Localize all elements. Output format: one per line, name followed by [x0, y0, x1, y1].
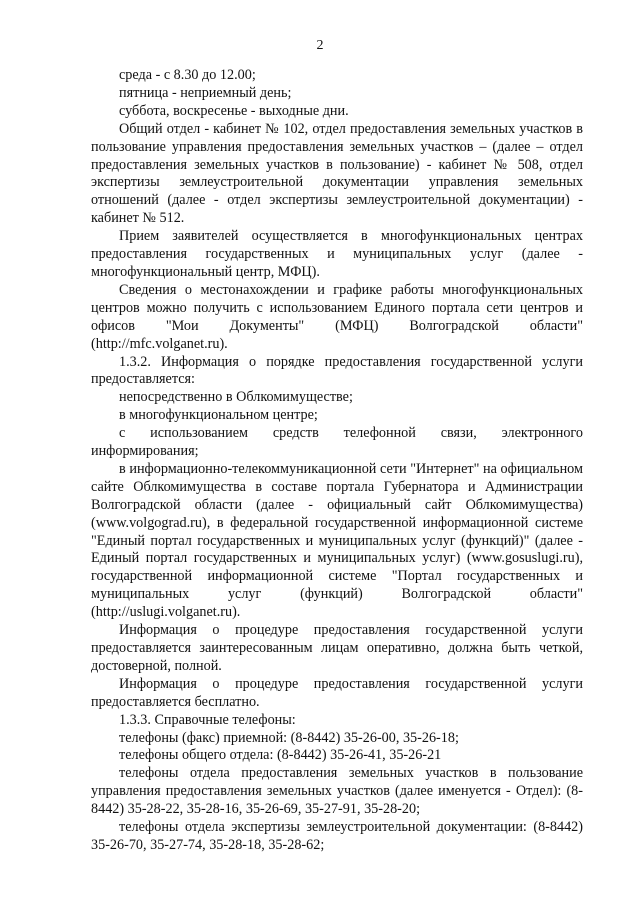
paragraph-phone-reception: телефоны (факс) приемной: (8-8442) 35-26-00, 35-26-18;	[119, 729, 459, 746]
paragraph-phone-electronic: с использованием средств телефонной связи, электронного информирования;	[91, 425, 583, 460]
paragraph-phone-expertise-department: телефоны отдела экспертизы землеустроительной документации: (8-8442) 35-26-70, 35-27-74, 35-28-18, 35-28-62;	[91, 819, 583, 853]
paragraph-offices: Общий отдел - кабинет № 102, отдел предоставления земельных участков в пользование управления предоставления земельных участков – (далее – отдел предоставления земельных участков в пользование) - кабинет № 508, отдел экспертизы землеустроительной документации управления земельных отношений (далее - отдел экспертизы землеустроительной документации) - кабинет № 512.	[91, 120, 583, 227]
paragraph-wednesday-hours: среда - с 8.30 до 12.00;	[119, 67, 256, 83]
page-number: 2	[316, 38, 324, 53]
paragraph-mfc: в многофункциональном центре;	[119, 407, 318, 424]
document-body	[91, 67, 583, 855]
paragraph-internet: в информационно-телекоммуникационной сети "Интернет" на официальном сайте Облкомимущества в составе портала Губернатора и Администрации Волгоградской области (далее - официальный сайт Облкомимущества) (www.volgograd.ru), в федеральной государственной информационной системе "Единый портал государственных и муниципальных услуг (функций)" (далее - Единый портал государственных и муниципальных услуг) (www.gosuslugi.ru), государственной информационной системе "Портал государственных и муниципальных услуг (функций) Волгоградской области" (http://uslugi.volganet.ru).	[91, 460, 583, 621]
paragraph-section-1-3-3: 1.3.3. Справочные телефоны:	[119, 711, 296, 728]
paragraph-section-1-3-2: 1.3.2. Информация о порядке предоставления государственной услуги предоставляется:	[91, 353, 583, 388]
paragraph-info-free: Информация о процедуре предоставления государственной услуги предоставляется бесплатно.	[91, 675, 583, 710]
paragraph-info-procedure: Информация о процедуре предоставления государственной услуги предоставляется заинтересованным лицам оперативно, должна быть четкой, достоверной, полной.	[91, 622, 583, 674]
paragraph-mfc-info: Сведения о местонахождении и графике работы многофункциональных центров можно получить с использованием Единого портала сети центров и офисов "Мои Документы" (МФЦ) Волгоградской области" (http://mfc.volganet.ru).	[91, 281, 583, 352]
paragraph-directly: непосредственно в Облкомимуществе;	[119, 389, 353, 406]
paragraph-friday-hours: пятница - неприемный день;	[119, 84, 292, 101]
paragraph-phone-land-department: телефоны отдела предоставления земельных участков в пользование управления предоставления земельных участков (далее именуется - Отдел): (8-8442) 35-28-22, 35-28-16, 35-26-69, 35-27-91, 35-28-20;	[91, 765, 583, 818]
paragraph-weekend: суббота, воскресенье - выходные дни.	[119, 102, 349, 119]
paragraph-phone-general: телефоны общего отдела: (8-8442) 35-26-41, 35-26-21	[119, 747, 442, 764]
paragraph-mfc-reception: Прием заявителей осуществляется в многофункциональных центрах предоставления государственных и муниципальных услуг (далее - многофункциональный центр, МФЦ).	[91, 228, 583, 280]
